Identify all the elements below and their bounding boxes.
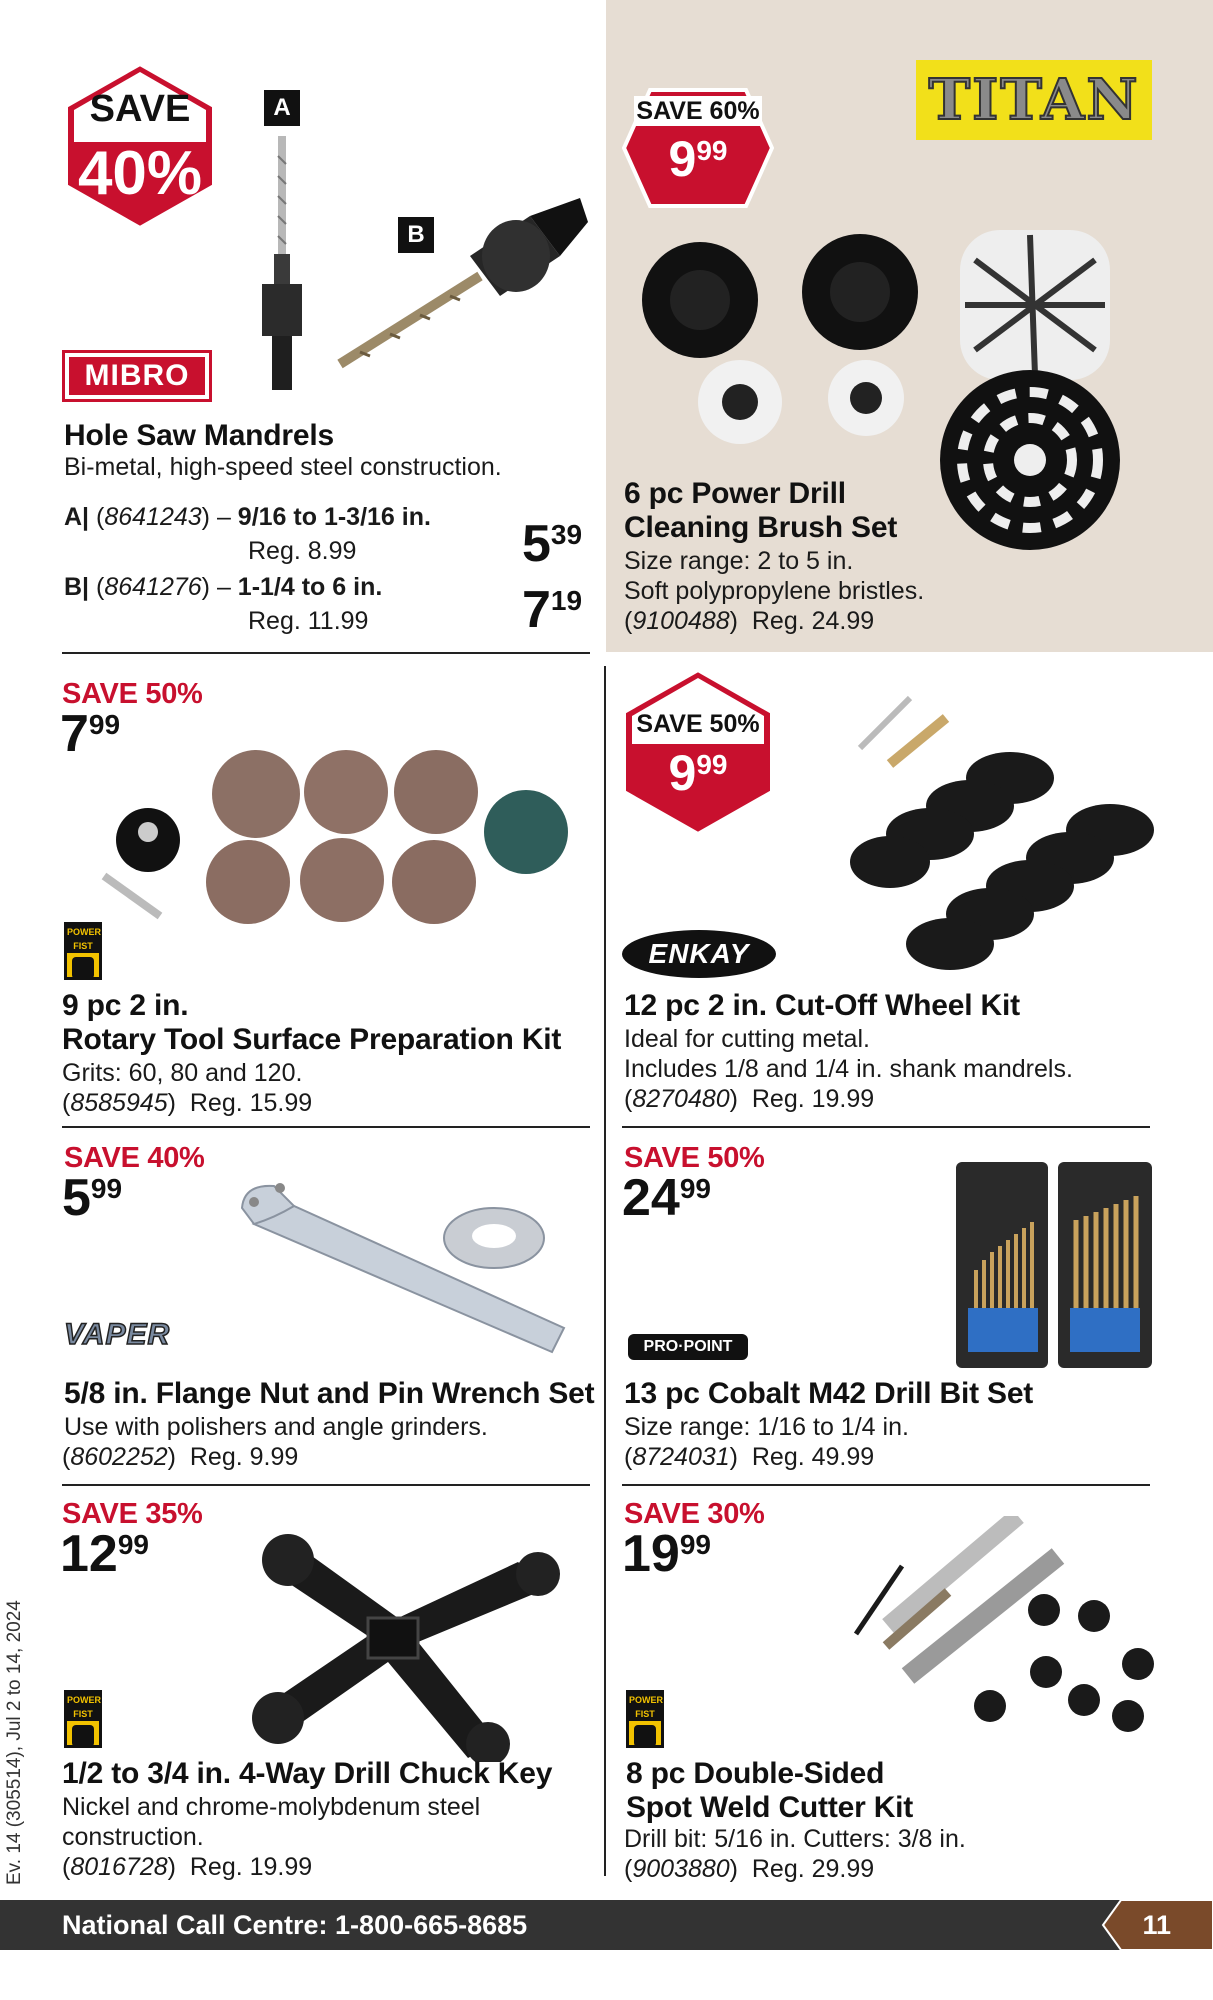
product-title: 5/8 in. Flange Nut and Pin Wrench Set xyxy=(64,1377,595,1410)
save-label: SAVE 60% xyxy=(636,97,760,125)
product-title-line1: 6 pc Power Drill xyxy=(624,477,846,510)
variant-b-line: B| (8641276) – 1-1/4 to 6 in. xyxy=(64,573,383,601)
label-b: B xyxy=(398,217,434,253)
product-desc-1: Nickel and chrome-molybdenum steel xyxy=(62,1793,481,1821)
chuck-key-image xyxy=(248,1532,568,1762)
product-title: 12 pc 2 in. Cut-Off Wheel Kit xyxy=(624,989,1020,1022)
column-divider xyxy=(604,666,606,1876)
drill-bit-case-image xyxy=(954,1160,1154,1370)
product-desc-2: construction. xyxy=(62,1823,204,1851)
power-fist-logo: POWER FIST xyxy=(626,1690,664,1748)
product-desc-2: Soft polypropylene bristles. xyxy=(624,577,925,605)
save-label: SAVE 50% xyxy=(62,678,203,710)
save-label: SAVE 50% xyxy=(624,1142,765,1174)
product-desc-1: Size range: 1/16 to 1/4 in. xyxy=(624,1413,909,1441)
product-desc-1: Ideal for cutting metal. xyxy=(624,1025,870,1053)
page-number: 11 xyxy=(1142,1910,1171,1940)
divider xyxy=(62,652,590,654)
sale-price: 1999 xyxy=(622,1525,711,1583)
divider xyxy=(622,1126,1150,1128)
divider xyxy=(622,1484,1150,1486)
product-title-line2: Spot Weld Cutter Kit xyxy=(626,1791,914,1824)
sale-price: 1299 xyxy=(60,1525,149,1583)
product-desc-1: Size range: 2 to 5 in. xyxy=(624,547,854,575)
product-title: 13 pc Cobalt M42 Drill Bit Set xyxy=(624,1377,1034,1410)
wrench-image xyxy=(234,1178,574,1368)
product-desc-2: Includes 1/8 and 1/4 in. shank mandrels. xyxy=(624,1055,1073,1083)
save-label: SAVE 35% xyxy=(62,1498,203,1530)
product-sku-reg: (8016728) Reg. 19.99 xyxy=(62,1853,313,1881)
call-centre-text: National Call Centre: 1-800-665-8685 xyxy=(62,1910,528,1940)
save-label: SAVE 30% xyxy=(624,1498,765,1530)
product-desc-1: Grits: 60, 80 and 120. xyxy=(62,1059,303,1087)
enkay-logo: ENKAY xyxy=(622,930,776,978)
divider xyxy=(62,1126,590,1128)
product-title-line2: Cleaning Brush Set xyxy=(624,511,898,544)
sale-price: 599 xyxy=(62,1169,123,1227)
surface-kit-image xyxy=(94,748,574,928)
product-sku-reg: (8585945) Reg. 15.99 xyxy=(62,1089,313,1117)
product-title-line1: 8 pc Double-Sided xyxy=(626,1757,885,1790)
product-sku-reg: (8602252) Reg. 9.99 xyxy=(62,1443,299,1471)
sale-price: 999 xyxy=(668,745,728,801)
power-fist-logo: POWER FIST xyxy=(64,1690,102,1748)
variant-a-price: 539 xyxy=(522,515,583,573)
product-desc-1: Drill bit: 5/16 in. Cutters: 3/8 in. xyxy=(624,1825,966,1853)
product-title: Hole Saw Mandrels xyxy=(64,419,335,452)
edition-note: Ev. 14 (305514), Jul 2 to 14, 2024 xyxy=(4,1600,25,1885)
titan-logo: TITAN xyxy=(916,60,1152,140)
divider xyxy=(62,1484,590,1486)
product-sku-reg: (9100488) Reg. 24.99 xyxy=(624,607,875,635)
product-title-line1: 9 pc 2 in. xyxy=(62,989,189,1022)
save-badge xyxy=(64,62,216,230)
label-a: A xyxy=(264,90,300,126)
save-label: SAVE 50% xyxy=(636,710,760,738)
save-label: SAVE 40% xyxy=(64,1142,205,1174)
mibro-logo: MIBRO xyxy=(62,350,212,402)
product-sku-reg: (8270480) Reg. 19.99 xyxy=(624,1085,875,1113)
product-sku-reg: (8724031) Reg. 49.99 xyxy=(624,1443,875,1471)
save-badge xyxy=(622,668,774,836)
variant-a-reg: Reg. 8.99 xyxy=(248,537,357,565)
variant-b-price: 719 xyxy=(522,581,583,639)
save-percent: 40% xyxy=(77,139,203,208)
mandrel-b-image xyxy=(330,196,590,376)
variant-a-line: A| (8641243) – 9/16 to 1-3/16 in. xyxy=(64,503,431,531)
vaper-logo: VAPER xyxy=(64,1318,171,1351)
product-desc-1: Use with polishers and angle grinders. xyxy=(64,1413,488,1441)
save-badge xyxy=(622,88,774,208)
product-title: 1/2 to 3/4 in. 4-Way Drill Chuck Key xyxy=(62,1757,553,1790)
variant-b-reg: Reg. 11.99 xyxy=(248,607,369,635)
propoint-logo: PRO·POINT xyxy=(628,1334,748,1360)
sale-price: 999 xyxy=(668,131,728,187)
power-fist-logo: POWER FIST xyxy=(64,922,102,980)
save-label: SAVE xyxy=(89,88,191,130)
spot-weld-kit-image xyxy=(848,1516,1158,1746)
product-title-line2: Rotary Tool Surface Preparation Kit xyxy=(62,1023,562,1056)
product-description: Bi-metal, high-speed steel construction. xyxy=(64,453,502,481)
product-sku-reg: (9003880) Reg. 29.99 xyxy=(624,1855,875,1883)
sale-price: 2499 xyxy=(622,1169,711,1227)
mandrel-a-image xyxy=(252,136,312,392)
cutoff-wheels-image xyxy=(850,688,1160,978)
sale-price: 799 xyxy=(60,705,121,763)
